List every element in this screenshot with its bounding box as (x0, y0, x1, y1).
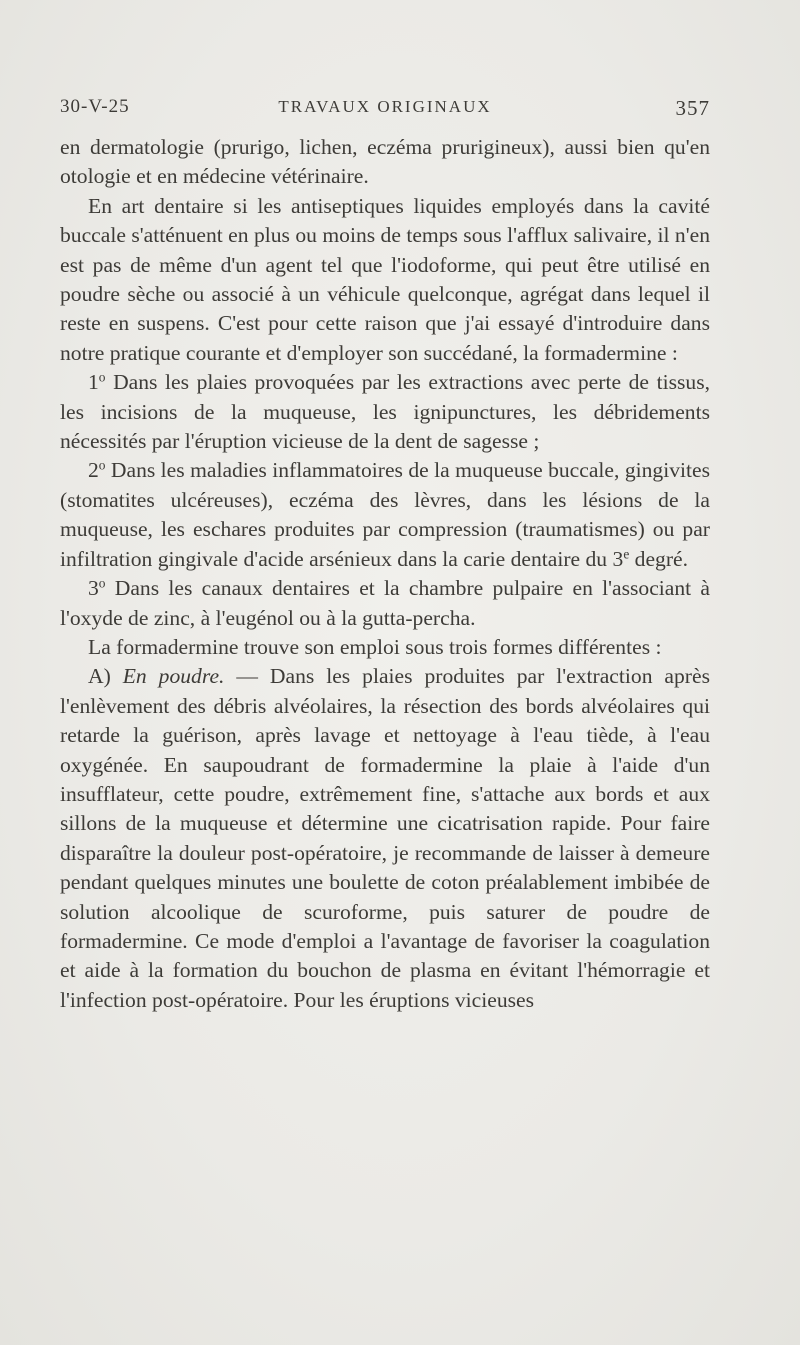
paragraph-text: en dermatologie (prurigo, lichen, eczéma prurigineux), aussi bien qu'en otologie et en médecine vétérinaire. (60, 135, 710, 189)
list-number: 3 (88, 576, 99, 601)
body-text (60, 133, 710, 1015)
degree-suffix: e (623, 546, 630, 562)
list-item-3 (60, 574, 710, 633)
ordinal-suffix: o (98, 458, 106, 474)
list-number: 1 (88, 370, 99, 395)
list-number: 2 (88, 458, 99, 483)
section-title: TRAVAUX ORIGINAUX (278, 97, 492, 116)
list-item-1 (60, 368, 710, 456)
list-item-2 (60, 456, 710, 574)
paragraph-text: Dans les maladies inflammatoires de la muqueuse buccale, gingivites (stomatites ulcéreuses), eczéma des lèvres, dans les lésions de la muqueuse, les eschares produites par compression (traumatismes) ou par infiltration gingivale d'acide arsénieux dans la carie dentaire du (60, 458, 710, 571)
paragraph-powder (60, 662, 710, 1015)
issue-date: 30-V-25 (60, 96, 130, 117)
paragraph-text: La formadermine trouve son emploi sous trois formes différentes : (88, 634, 662, 659)
paragraph-text: Dans les canaux dentaires et la chambre pulpaire en l'associant à l'oxyde de zinc, à l'eugénol ou à la gutta-percha. (60, 576, 710, 630)
paragraph-text: — Dans les plaies produites par l'extraction après l'enlèvement des débris alvéolaires, la résection des bords alvéolaires qui retarde la guérison, après lavage et nettoyage à l'eau tiède, à l'eau oxygénée. En saupoudrant de formadermine la plaie à l'aide d'un insufflateur, cette poudre, extrêmement fine, s'attache aux bords et aux sillons de la muqueuse et détermine une cicatrisation rapide. Pour faire disparaître la douleur post-opératoire, je recommande de laisser à demeure pendant quelques minutes une boulette de coton préalablement imbibée de solution alcoolique de scuroforme, puis saturer de poudre de formadermine. Ce mode d'emploi a l'avantage de favoriser la coagulation et aide à la formation du bouchon de plasma en évitant l'hémorragie et l'infection post-opératoire. Pour les éruptions vicieuses (60, 664, 710, 1012)
page-number: 357 (675, 96, 710, 120)
section-label: A) (88, 664, 123, 689)
paragraph-forms (60, 633, 710, 662)
running-head (60, 96, 710, 126)
degree-number: 3 (612, 546, 624, 571)
paragraph-text: En art dentaire si les antiseptiques liquides employés dans la cavité buccale s'atténuent en plus ou moins de temps sous l'afflux salivaire, il n'en est pas de même d'un agent tel que l'iodoforme, qui peut être utilisé en poudre sèche ou associé à un véhicule quelconque, agrégat dans lequel il reste en suspens. C'est pour cette raison que j'ai essayé d'introduire dans notre pratique courante et d'employer son succédané, la formadermine : (60, 193, 710, 365)
ordinal-suffix: o (98, 369, 106, 385)
ordinal-suffix: o (98, 575, 106, 591)
section-heading-italic: En poudre. (122, 664, 225, 689)
paragraph-intro (60, 192, 710, 368)
paragraph-text-end: degré. (629, 546, 689, 571)
paragraph-continuation (60, 133, 710, 192)
paragraph-text: Dans les plaies provoquées par les extractions avec perte de tissus, les incisions de la muqueuse, les ignipunctures, les débridements nécessités par l'éruption vicieuse de la dent de sagesse ; (60, 370, 710, 454)
